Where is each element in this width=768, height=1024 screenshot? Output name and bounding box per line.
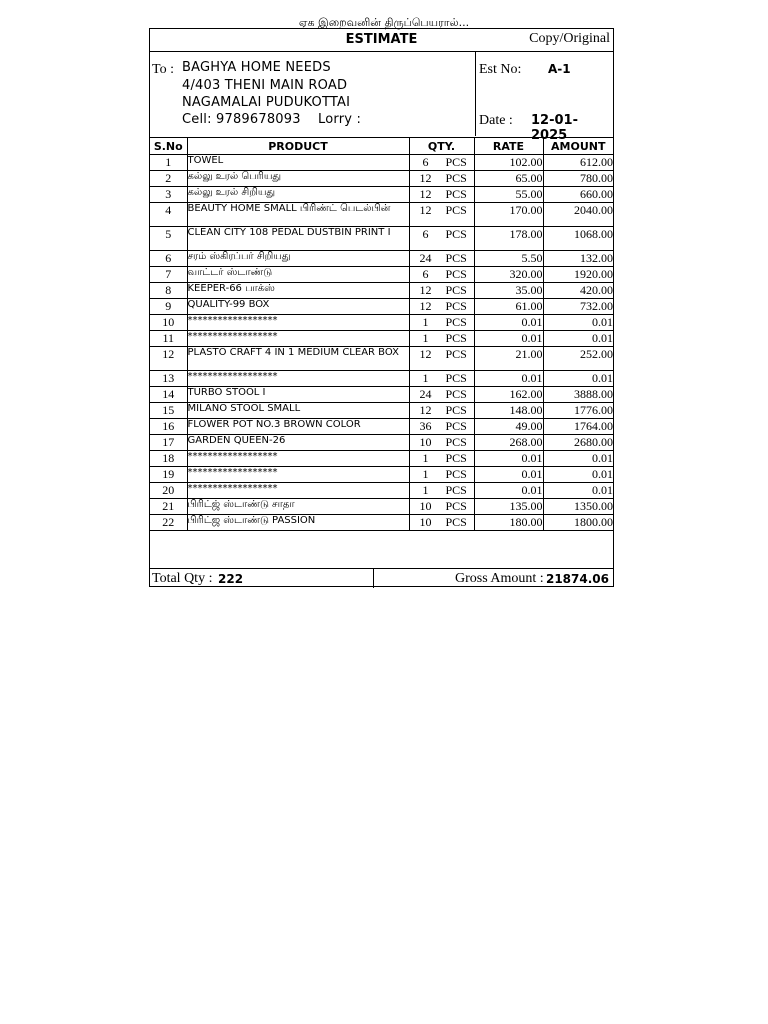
- item-qty-number: 24: [419, 387, 432, 401]
- item-qty: [409, 451, 474, 467]
- item-rate: 320.00: [474, 267, 543, 283]
- item-product: கல்லு உரல் சிறியது: [187, 187, 409, 203]
- table-row: [150, 315, 613, 331]
- item-qty: [409, 331, 474, 347]
- item-qty-number: 1: [422, 451, 429, 465]
- item-qty-unit: PCS: [445, 315, 467, 329]
- item-qty-unit: PCS: [445, 283, 467, 297]
- item-sno: 18: [150, 451, 187, 467]
- item-sno: 20: [150, 483, 187, 499]
- item-sno: 17: [150, 435, 187, 451]
- item-qty-number: 36: [419, 419, 432, 433]
- item-rate: 102.00: [474, 155, 543, 171]
- gross-amount-label: Gross Amount :: [455, 571, 544, 586]
- item-product: ******************: [187, 483, 409, 499]
- col-header-qty: QTY.: [409, 138, 474, 155]
- total-qty-label: Total Qty :: [152, 571, 213, 586]
- table-row: [150, 203, 613, 227]
- table-row: [150, 227, 613, 251]
- item-rate: 5.50: [474, 251, 543, 267]
- item-amount: 0.01: [543, 451, 613, 467]
- item-amount: 732.00: [543, 299, 613, 315]
- item-qty-unit: PCS: [445, 515, 467, 529]
- item-qty-number: 10: [419, 515, 432, 529]
- item-amount: 1800.00: [543, 515, 613, 531]
- item-rate: 268.00: [474, 435, 543, 451]
- totals-footer: [150, 568, 613, 588]
- item-product: ******************: [187, 371, 409, 387]
- date-value: 12-01-2025: [531, 113, 578, 143]
- item-qty: [409, 299, 474, 315]
- item-qty: [409, 387, 474, 403]
- item-qty-number: 10: [419, 499, 432, 513]
- item-qty-number: 12: [419, 171, 432, 185]
- item-qty: [409, 283, 474, 299]
- item-product: ******************: [187, 451, 409, 467]
- item-product: CLEAN CITY 108 PEDAL DUSTBIN PRINT I: [187, 227, 409, 251]
- item-product: கல்லு உரல் பெரியது: [187, 171, 409, 187]
- item-sno: 6: [150, 251, 187, 267]
- item-qty-unit: PCS: [445, 251, 467, 265]
- item-sno: 11: [150, 331, 187, 347]
- item-sno: 19: [150, 467, 187, 483]
- item-rate: 0.01: [474, 483, 543, 499]
- items-table: [150, 137, 613, 531]
- table-row: [150, 283, 613, 299]
- item-product: ******************: [187, 331, 409, 347]
- item-qty-number: 12: [419, 347, 432, 361]
- item-sno: 2: [150, 171, 187, 187]
- item-product: பிரிட்ஜ ஸ்டாண்டு PASSION: [187, 515, 409, 531]
- item-product: KEEPER-66 பாக்ஸ்: [187, 283, 409, 299]
- item-rate: 148.00: [474, 403, 543, 419]
- item-qty-number: 6: [422, 267, 429, 281]
- item-qty-unit: PCS: [445, 347, 467, 361]
- customer-cell-lorry: Cell: 9789678093 Lorry :: [182, 112, 362, 127]
- table-row: [150, 435, 613, 451]
- item-qty-number: 24: [419, 251, 432, 265]
- table-header-row: [150, 138, 613, 155]
- item-amount: 3888.00: [543, 387, 613, 403]
- item-rate: 55.00: [474, 187, 543, 203]
- item-amount: 0.01: [543, 331, 613, 347]
- item-qty-unit: PCS: [445, 371, 467, 385]
- item-amount: 1068.00: [543, 227, 613, 251]
- item-qty: [409, 155, 474, 171]
- item-amount: 1350.00: [543, 499, 613, 515]
- item-qty: [409, 435, 474, 451]
- item-qty-number: 1: [422, 331, 429, 345]
- customer-name: BAGHYA HOME NEEDS: [182, 60, 331, 75]
- item-amount: 2680.00: [543, 435, 613, 451]
- item-sno: 15: [150, 403, 187, 419]
- item-qty-unit: PCS: [445, 483, 467, 497]
- item-qty: [409, 315, 474, 331]
- table-row: [150, 451, 613, 467]
- item-product: GARDEN QUEEN-26: [187, 435, 409, 451]
- item-qty-unit: PCS: [445, 227, 467, 241]
- item-qty-unit: PCS: [445, 499, 467, 513]
- table-row: [150, 171, 613, 187]
- item-sno: 8: [150, 283, 187, 299]
- total-qty-value: 222: [218, 572, 244, 586]
- item-product: FLOWER POT NO.3 BROWN COLOR: [187, 419, 409, 435]
- table-row: [150, 387, 613, 403]
- item-product: BEAUTY HOME SMALL பிரிண்ட் பெடல்பின்: [187, 203, 409, 227]
- item-rate: 162.00: [474, 387, 543, 403]
- table-row: [150, 499, 613, 515]
- item-qty: [409, 227, 474, 251]
- item-qty-unit: PCS: [445, 451, 467, 465]
- col-header-amount: AMOUNT: [543, 138, 613, 155]
- item-qty-number: 12: [419, 203, 432, 217]
- item-sno: 13: [150, 371, 187, 387]
- table-row: [150, 331, 613, 347]
- item-qty: [409, 171, 474, 187]
- item-sno: 4: [150, 203, 187, 227]
- item-qty: [409, 251, 474, 267]
- item-qty: [409, 203, 474, 227]
- item-qty-number: 1: [422, 315, 429, 329]
- item-qty-unit: PCS: [445, 155, 467, 169]
- gross-amount-value: 21874.06: [545, 572, 609, 586]
- item-qty-number: 1: [422, 371, 429, 385]
- item-qty-number: 6: [422, 155, 429, 169]
- item-sno: 21: [150, 499, 187, 515]
- item-sno: 22: [150, 515, 187, 531]
- item-rate: 180.00: [474, 515, 543, 531]
- item-sno: 1: [150, 155, 187, 171]
- item-amount: 252.00: [543, 347, 613, 371]
- table-row: [150, 515, 613, 531]
- item-product: TOWEL: [187, 155, 409, 171]
- item-product: PLASTO CRAFT 4 IN 1 MEDIUM CLEAR BOX: [187, 347, 409, 371]
- item-amount: 2040.00: [543, 203, 613, 227]
- item-product: சரம் ஸ்கிரப்பர் சிறியது: [187, 251, 409, 267]
- item-rate: 49.00: [474, 419, 543, 435]
- item-rate: 0.01: [474, 467, 543, 483]
- table-row: [150, 403, 613, 419]
- item-sno: 16: [150, 419, 187, 435]
- item-qty-number: 1: [422, 483, 429, 497]
- item-qty-unit: PCS: [445, 403, 467, 417]
- item-sno: 14: [150, 387, 187, 403]
- item-amount: 612.00: [543, 155, 613, 171]
- item-amount: 132.00: [543, 251, 613, 267]
- item-qty: [409, 499, 474, 515]
- item-rate: 178.00: [474, 227, 543, 251]
- table-row: [150, 155, 613, 171]
- col-header-sno: S.No: [150, 138, 187, 155]
- item-qty-number: 12: [419, 403, 432, 417]
- header-divider: [475, 52, 476, 136]
- item-product: ******************: [187, 467, 409, 483]
- item-sno: 9: [150, 299, 187, 315]
- copy-label: Copy/Original: [529, 31, 610, 46]
- item-qty: [409, 187, 474, 203]
- item-amount: 1776.00: [543, 403, 613, 419]
- item-amount: 780.00: [543, 171, 613, 187]
- item-qty: [409, 403, 474, 419]
- item-qty-unit: PCS: [445, 203, 467, 217]
- item-qty-unit: PCS: [445, 171, 467, 185]
- estimate-form: [149, 28, 614, 587]
- item-qty: [409, 347, 474, 371]
- item-qty-unit: PCS: [445, 187, 467, 201]
- item-amount: 0.01: [543, 483, 613, 499]
- item-qty-unit: PCS: [445, 299, 467, 313]
- item-qty-unit: PCS: [445, 467, 467, 481]
- item-rate: 0.01: [474, 371, 543, 387]
- item-qty: [409, 371, 474, 387]
- item-qty-number: 12: [419, 283, 432, 297]
- item-rate: 35.00: [474, 283, 543, 299]
- title-row: [150, 29, 613, 52]
- item-qty-unit: PCS: [445, 387, 467, 401]
- item-amount: 420.00: [543, 283, 613, 299]
- item-sno: 12: [150, 347, 187, 371]
- table-row: [150, 187, 613, 203]
- item-qty: [409, 419, 474, 435]
- item-amount: 1920.00: [543, 267, 613, 283]
- item-qty-number: 1: [422, 467, 429, 481]
- estimate-title: ESTIMATE: [345, 32, 418, 47]
- item-qty: [409, 467, 474, 483]
- item-qty-unit: PCS: [445, 331, 467, 345]
- customer-address-2: NAGAMALAI PUDUKOTTAI: [182, 95, 351, 110]
- item-product: ******************: [187, 315, 409, 331]
- item-product: MILANO STOOL SMALL: [187, 403, 409, 419]
- item-qty-number: 12: [419, 187, 432, 201]
- item-rate: 0.01: [474, 315, 543, 331]
- item-product: QUALITY-99 BOX: [187, 299, 409, 315]
- item-sno: 5: [150, 227, 187, 251]
- item-qty-number: 10: [419, 435, 432, 449]
- to-label: To :: [152, 62, 174, 77]
- item-qty: [409, 515, 474, 531]
- item-qty-unit: PCS: [445, 419, 467, 433]
- item-rate: 61.00: [474, 299, 543, 315]
- item-sno: 7: [150, 267, 187, 283]
- item-amount: 0.01: [543, 315, 613, 331]
- item-sno: 10: [150, 315, 187, 331]
- est-no-label: Est No:: [479, 62, 522, 77]
- item-qty: [409, 483, 474, 499]
- item-rate: 21.00: [474, 347, 543, 371]
- item-amount: 0.01: [543, 467, 613, 483]
- item-product: பிரிட்ஜ் ஸ்டாண்டு சாதா: [187, 499, 409, 515]
- col-header-product: PRODUCT: [187, 138, 409, 155]
- item-product: TURBO STOOL I: [187, 387, 409, 403]
- table-row: [150, 371, 613, 387]
- table-row: [150, 347, 613, 371]
- table-row: [150, 419, 613, 435]
- item-qty: [409, 267, 474, 283]
- item-amount: 1764.00: [543, 419, 613, 435]
- item-qty-unit: PCS: [445, 267, 467, 281]
- item-amount: 660.00: [543, 187, 613, 203]
- table-row: [150, 483, 613, 499]
- item-qty-number: 6: [422, 227, 429, 241]
- date-label: Date :: [479, 113, 513, 128]
- item-amount: 0.01: [543, 371, 613, 387]
- table-row: [150, 467, 613, 483]
- est-no-value: A-1: [548, 62, 571, 76]
- customer-address-1: 4/403 THENI MAIN ROAD: [182, 78, 348, 93]
- item-product: வாட்டர் ஸ்டாண்டு: [187, 267, 409, 283]
- item-qty-unit: PCS: [445, 435, 467, 449]
- item-rate: 0.01: [474, 451, 543, 467]
- table-row: [150, 299, 613, 315]
- item-rate: 0.01: [474, 331, 543, 347]
- item-rate: 65.00: [474, 171, 543, 187]
- col-header-rate: RATE: [474, 138, 543, 155]
- item-rate: 135.00: [474, 499, 543, 515]
- footer-divider: [373, 569, 374, 588]
- blessing-line: ஏக இறைவனின் திருப்பெயரால்...: [298, 16, 470, 29]
- item-sno: 3: [150, 187, 187, 203]
- item-qty-number: 12: [419, 299, 432, 313]
- item-rate: 170.00: [474, 203, 543, 227]
- table-row: [150, 251, 613, 267]
- table-row: [150, 267, 613, 283]
